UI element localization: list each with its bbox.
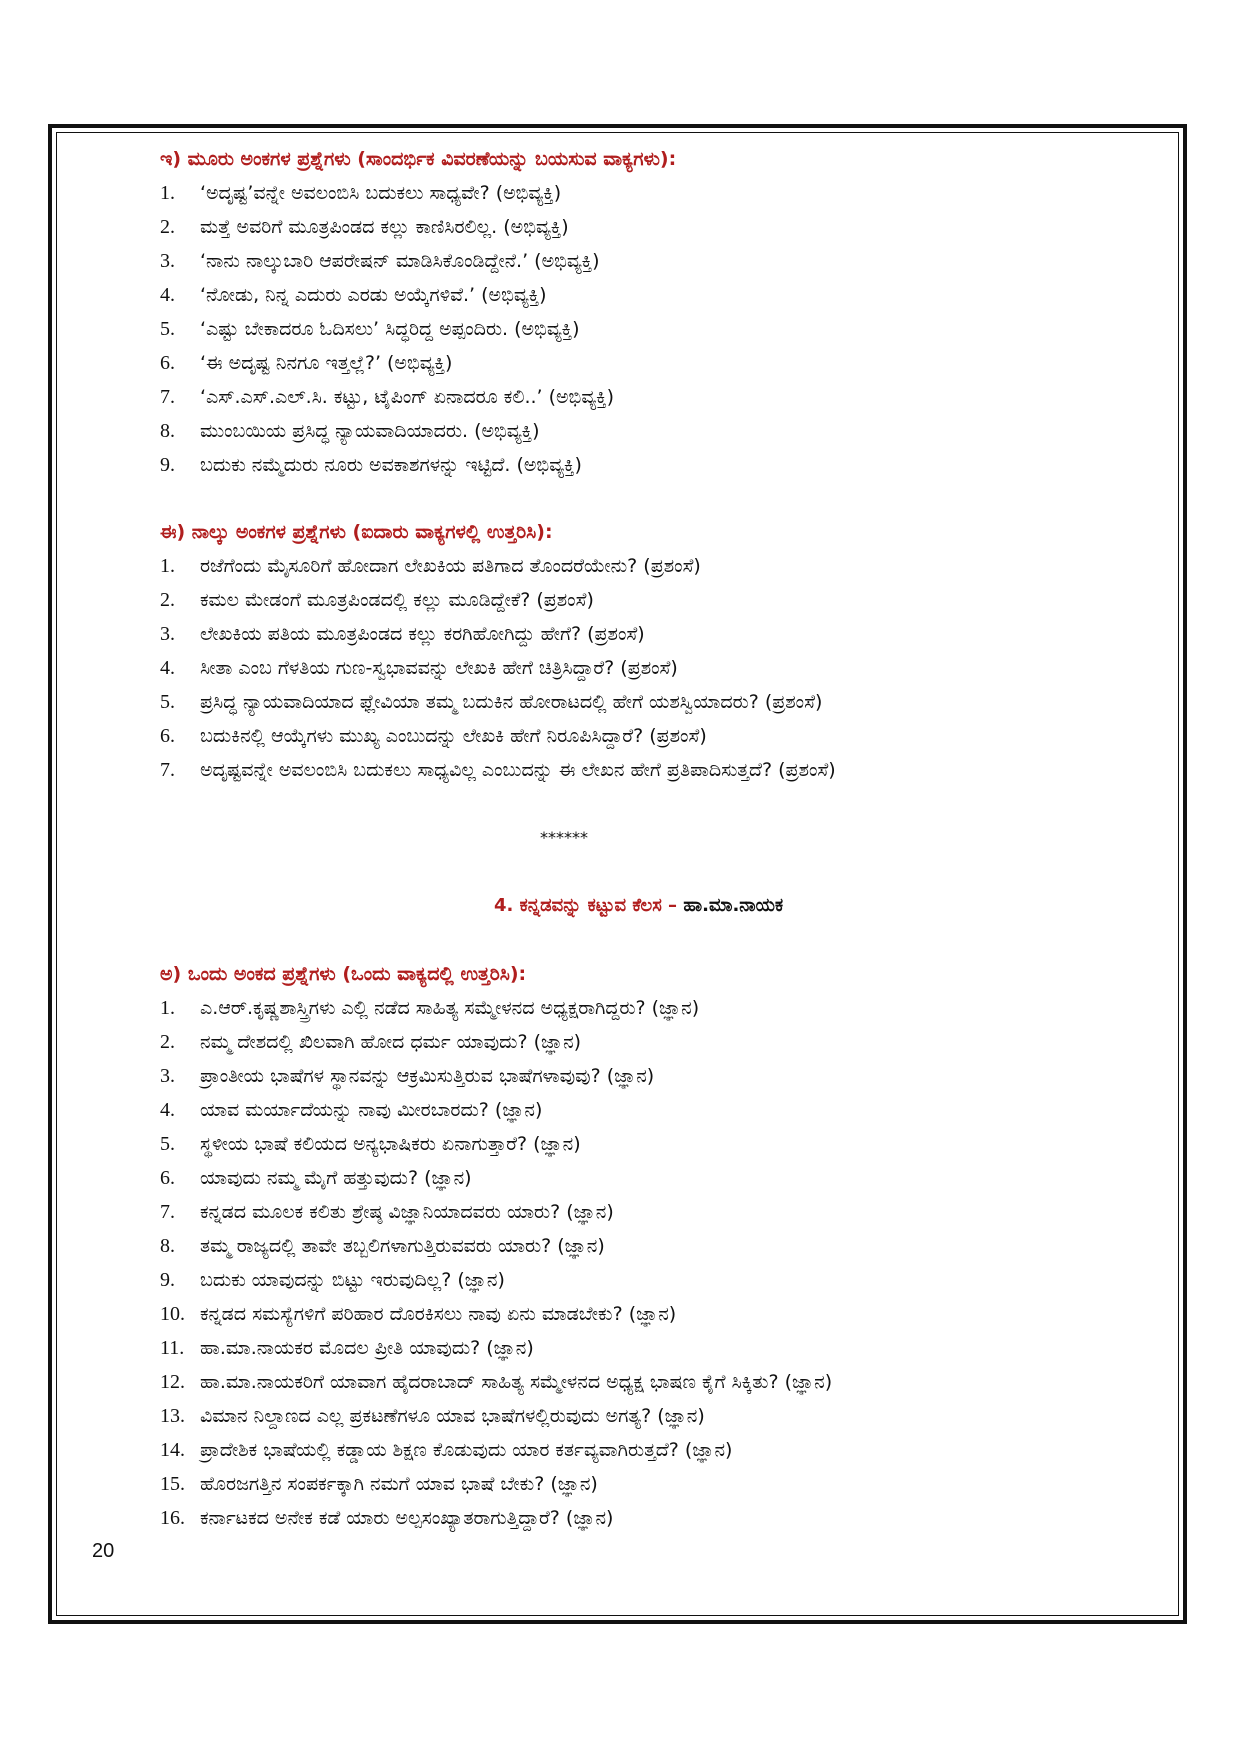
question-item (160, 312, 1090, 346)
question-number: 1. (160, 182, 175, 204)
question-number: 16. (160, 1507, 185, 1529)
question-text: ಎ.ಆರ್.ಕೃಷ್ಣಶಾಸ್ತ್ರಿಗಳು ಎಲ್ಲಿ ನಡೆದ ಸಾಹಿತ್ಯ ಸಮ್ಮೇಳನದ ಅಧ್ಯಕ್ಷರಾಗಿದ್ದರು? (ಜ್ಞಾನ) (200, 997, 700, 1019)
question-text: ವಿಮಾನ ನಿಲ್ದಾಣದ ಎಲ್ಲ ಪ್ರಕಟಣೆಗಳೂ ಯಾವ ಭಾಷೆಗಳಲ್ಲಿರುವುದು ಅಗತ್ಯ? (ಜ್ಞಾನ) (200, 1405, 705, 1427)
question-item (160, 1025, 1090, 1059)
question-text: ಅದೃಷ್ಟವನ್ನೇ ಅವಲಂಬಿಸಿ ಬದುಕಲು ಸಾಧ್ಯವಿಲ್ಲ ಎಂಬುದನ್ನು ಈ ಲೇಖನ ಹೇಗೆ ಪ್ರತಿಪಾದಿಸುತ್ತದೆ? (ಪ್ರಶಂಸೆ) (200, 759, 836, 781)
question-item (160, 278, 1090, 312)
section-ee-heading: ಈ) ನಾಲ್ಕು ಅಂಕಗಳ ಪ್ರಶ್ನೆಗಳು (ಐದಾರು ವಾಕ್ಯಗಳಲ್ಲಿ ಉತ್ತರಿಸಿ): (160, 521, 553, 543)
question-item (160, 1433, 1090, 1467)
question-number: 5. (160, 1133, 175, 1155)
question-text: ಹೊರಜಗತ್ತಿನ ಸಂಪರ್ಕಕ್ಕಾಗಿ ನಮಗೆ ಯಾವ ಭಾಷೆ ಬೇಕು? (ಜ್ಞಾನ) (200, 1473, 598, 1495)
question-text: ಮುಂಬಯಿಯ ಪ್ರಸಿದ್ಧ ನ್ಯಾಯವಾದಿಯಾದರು. (ಅಭಿವ್ಯಕ್ತಿ) (200, 420, 540, 442)
question-text: ರಜೆಗೆಂದು ಮೈಸೂರಿಗೆ ಹೋದಾಗ ಲೇಖಕಿಯ ಪತಿಗಾದ ತೊಂದರೆಯೇನು? (ಪ್ರಶಂಸೆ) (200, 555, 701, 577)
question-item (160, 753, 1090, 787)
question-text: ‘ಈ ಅದೃಷ್ಟ ನಿನಗೂ ಇತ್ತಲ್ಲೆ?’ (ಅಭಿವ್ಯಕ್ತಿ) (200, 352, 453, 374)
spacer (160, 787, 1090, 821)
question-text: ‘ಎಸ್.ಎಸ್.ಎಲ್.ಸಿ. ಕಟ್ಟು, ಟೈಪಿಂಗ್ ಏನಾದರೂ ಕಲಿ..’ (ಅಭಿವ್ಯಕ್ತಿ) (200, 386, 615, 408)
question-item (160, 1297, 1090, 1331)
question-number: 2. (160, 216, 175, 238)
question-item (160, 1127, 1090, 1161)
question-item (160, 176, 1090, 210)
question-text: ‘ಅದೃಷ್ಟ’ವನ್ನೇ ಅವಲಂಬಿಸಿ ಬದುಕಲು ಸಾಧ್ಯವೇ? (ಅಭಿವ್ಯಕ್ತಿ) (200, 182, 562, 204)
question-number: 9. (160, 1269, 175, 1291)
question-number: 6. (160, 725, 175, 747)
question-text: ಸೀತಾ ಎಂಬ ಗೆಳತಿಯ ಗುಣ-ಸ್ವಭಾವವನ್ನು ಲೇಖಕಿ ಹೇಗೆ ಚಿತ್ರಿಸಿದ್ದಾರೆ? (ಪ್ರಶಂಸೆ) (200, 657, 678, 679)
question-item (160, 380, 1090, 414)
question-number: 4. (160, 1099, 175, 1121)
question-item (160, 448, 1090, 482)
question-number: 1. (160, 555, 175, 577)
question-text: ಬದುಕು ನಮ್ಮೆದುರು ನೂರು ಅವಕಾಶಗಳನ್ನು ಇಟ್ಟಿದೆ. (ಅಭಿವ್ಯಕ್ತಿ) (200, 454, 582, 476)
question-number: 14. (160, 1439, 185, 1461)
question-text: ತಮ್ಮ ರಾಜ್ಯದಲ್ಲಿ ತಾವೇ ತಬ್ಬಲಿಗಳಾಗುತ್ತಿರುವವರು ಯಾರು? (ಜ್ಞಾನ) (200, 1235, 605, 1257)
question-number: 4. (160, 657, 175, 679)
question-number: 12. (160, 1371, 185, 1393)
question-number: 6. (160, 352, 175, 374)
question-number: 7. (160, 386, 175, 408)
question-number: 7. (160, 759, 175, 781)
question-text: ಮತ್ತೆ ಅವರಿಗೆ ಮೂತ್ರಪಿಂಡದ ಕಲ್ಲು ಕಾಣಿಸಿರಲಿಲ್ಲ. (ಅಭಿವ್ಯಕ್ತಿ) (200, 216, 569, 238)
question-item (160, 1263, 1090, 1297)
question-item (160, 1195, 1090, 1229)
question-item (160, 719, 1090, 753)
question-number: 6. (160, 1167, 175, 1189)
question-number: 10. (160, 1303, 185, 1325)
chapter-author: ಹಾ.ಮಾ.ನಾಯಕ (683, 895, 784, 916)
question-text: ಸ್ಥಳೀಯ ಭಾಷೆ ಕಲಿಯದ ಅನ್ಯಭಾಷಿಕರು ಏನಾಗುತ್ತಾರೆ? (ಜ್ಞಾನ) (200, 1133, 581, 1155)
question-item (160, 210, 1090, 244)
question-item (160, 414, 1090, 448)
question-item (160, 1501, 1090, 1535)
question-item (160, 991, 1090, 1025)
question-item (160, 1059, 1090, 1093)
page-number: 20 (92, 1540, 115, 1562)
question-text: ಕಮಲ ಮೇಡಂಗೆ ಮೂತ್ರಪಿಂಡದಲ್ಲಿ ಕಲ್ಲು ಮೂಡಿದ್ದೇಕೆ? (ಪ್ರಶಂಸೆ) (200, 589, 594, 611)
question-text: ಪ್ರಾಂತೀಯ ಭಾಷೆಗಳ ಸ್ಥಾನವನ್ನು ಆಕ್ರಮಿಸುತ್ತಿರುವ ಭಾಷೆಗಳಾವುವು? (ಜ್ಞಾನ) (200, 1065, 655, 1087)
question-text: ಹಾ.ಮಾ.ನಾಯಕರಿಗೆ ಯಾವಾಗ ಹೈದರಾಬಾದ್ ಸಾಹಿತ್ಯ ಸಮ್ಮೇಳನದ ಅಧ್ಯಕ್ಷ ಭಾಷಣ ಕೈಗೆ ಸಿಕ್ಕಿತು? (ಜ್ಞಾನ) (200, 1371, 833, 1393)
question-text: ಪ್ರಸಿದ್ಧ ನ್ಯಾಯವಾದಿಯಾದ ಫ್ಲೇವಿಯಾ ತಮ್ಮ ಬದುಕಿನ ಹೋರಾಟದಲ್ಲಿ ಹೇಗೆ ಯಶಸ್ವಿಯಾದರು? (ಪ್ರಶಂಸೆ) (200, 691, 823, 713)
question-text: ಹಾ.ಮಾ.ನಾಯಕರ ಮೊದಲ ಪ್ರೀತಿ ಯಾವುದು? (ಜ್ಞಾನ) (200, 1337, 534, 1359)
question-item (160, 617, 1090, 651)
page-content (160, 142, 1090, 1535)
question-item (160, 1365, 1090, 1399)
question-text: ‘ನಾನು ನಾಲ್ಕುಬಾರಿ ಆಪರೇಷನ್ ಮಾಡಿಸಿಕೊಂಡಿದ್ದೇನೆ.’ (ಅಭಿವ್ಯಕ್ತಿ) (200, 250, 600, 272)
question-number: 3. (160, 1065, 175, 1087)
question-number: 2. (160, 589, 175, 611)
chapter-title (160, 889, 1090, 923)
question-item (160, 1093, 1090, 1127)
question-number: 3. (160, 623, 175, 645)
question-number: 4. (160, 284, 175, 306)
question-number: 7. (160, 1201, 175, 1223)
question-number: 5. (160, 691, 175, 713)
question-text: ನಮ್ಮ ದೇಶದಲ್ಲಿ ಖಿಲವಾಗಿ ಹೋದ ಧರ್ಮ ಯಾವುದು? (ಜ್ಞಾನ) (200, 1031, 582, 1053)
section-a-heading: ಅ) ಒಂದು ಅಂಕದ ಪ್ರಶ್ನೆಗಳು (ಒಂದು ವಾಕ್ಯದಲ್ಲಿ ಉತ್ತರಿಸಿ): (160, 963, 527, 985)
question-text: ಯಾವುದು ನಮ್ಮ ಮೈಗೆ ಹತ್ತುವುದು? (ಜ್ಞಾನ) (200, 1167, 472, 1189)
question-number: 8. (160, 1235, 175, 1257)
question-item (160, 651, 1090, 685)
spacer (160, 923, 1090, 957)
question-text: ‘ನೋಡು, ನಿನ್ನ ಎದುರು ಎರಡು ಅಯ್ಕೆಗಳಿವೆ.’ (ಅಭಿವ್ಯಕ್ತಿ) (200, 284, 547, 306)
question-number: 1. (160, 997, 175, 1019)
question-item (160, 685, 1090, 719)
question-item (160, 549, 1090, 583)
question-text: ‘ಎಷ್ಟು ಬೇಕಾದರೂ ಓದಿಸಲು’ ಸಿದ್ಧರಿದ್ದ ಅಪ್ಪಂದಿರು. (ಅಭಿವ್ಯಕ್ತಿ) (200, 318, 580, 340)
question-number: 11. (160, 1337, 185, 1359)
question-text: ಲೇಖಕಿಯ ಪತಿಯ ಮೂತ್ರಪಿಂಡದ ಕಲ್ಲು ಕರಗಿಹೋಗಿದ್ದು ಹೇಗೆ? (ಪ್ರಶಂಸೆ) (200, 623, 645, 645)
question-text: ಕರ್ನಾಟಕದ ಅನೇಕ ಕಡೆ ಯಾರು ಅಲ್ಪಸಂಖ್ಯಾತರಾಗುತ್ತಿದ್ದಾರೆ? (ಜ್ಞಾನ) (200, 1507, 614, 1529)
question-item (160, 244, 1090, 278)
section-a-list (160, 991, 1090, 1535)
chapter-title-text: 4. ಕನ್ನಡವನ್ನು ಕಟ್ಟುವ ಕೆಲಸ – (494, 895, 678, 916)
question-item (160, 346, 1090, 380)
question-text: ಪ್ರಾದೇಶಿಕ ಭಾಷೆಯಲ್ಲಿ ಕಡ್ಡಾಯ ಶಿಕ್ಷಣ ಕೊಡುವುದು ಯಾರ ಕರ್ತವ್ಯವಾಗಿರುತ್ತದೆ? (ಜ್ಞಾನ) (200, 1439, 733, 1461)
question-number: 3. (160, 250, 175, 272)
question-number: 9. (160, 454, 175, 476)
question-number: 8. (160, 420, 175, 442)
question-number: 13. (160, 1405, 185, 1427)
section-separator: ****** (540, 828, 588, 847)
section-e-list (160, 176, 1090, 482)
section-ee-list (160, 549, 1090, 787)
question-text: ಬದುಕು ಯಾವುದನ್ನು ಬಿಟ್ಟು ಇರುವುದಿಲ್ಲ? (ಜ್ಞಾನ) (200, 1269, 505, 1291)
question-number: 2. (160, 1031, 175, 1053)
spacer (160, 855, 1090, 889)
section-e-heading: ಇ) ಮೂರು ಅಂಕಗಳ ಪ್ರಶ್ನೆಗಳು (ಸಾಂದರ್ಭಿಕ ವಿವರಣೆಯನ್ನು ಬಯಸುವ ವಾಕ್ಯಗಳು): (160, 148, 677, 170)
question-item (160, 1229, 1090, 1263)
question-text: ಕನ್ನಡದ ಸಮಸ್ಯೆಗಳಿಗೆ ಪರಿಹಾರ ದೊರಕಿಸಲು ನಾವು ಏನು ಮಾಡಬೇಕು? (ಜ್ಞಾನ) (200, 1303, 677, 1325)
question-text: ಬದುಕಿನಲ್ಲಿ ಆಯ್ಕೆಗಳು ಮುಖ್ಯ ಎಂಬುದನ್ನು ಲೇಖಕಿ ಹೇಗೆ ನಿರೂಪಿಸಿದ್ದಾರೆ? (ಪ್ರಶಂಸೆ) (200, 725, 707, 747)
question-item (160, 583, 1090, 617)
question-text: ಯಾವ ಮರ್ಯಾದೆಯನ್ನು ನಾವು ಮೀರಬಾರದು? (ಜ್ಞಾನ) (200, 1099, 543, 1121)
question-number: 15. (160, 1473, 185, 1495)
question-number: 5. (160, 318, 175, 340)
question-item (160, 1399, 1090, 1433)
question-item (160, 1161, 1090, 1195)
question-item (160, 1467, 1090, 1501)
spacer (160, 482, 1090, 515)
question-item (160, 1331, 1090, 1365)
question-text: ಕನ್ನಡದ ಮೂಲಕ ಕಲಿತು ಶ್ರೇಷ್ಠ ವಿಜ್ಞಾನಿಯಾದವರು ಯಾರು? (ಜ್ಞಾನ) (200, 1201, 614, 1223)
